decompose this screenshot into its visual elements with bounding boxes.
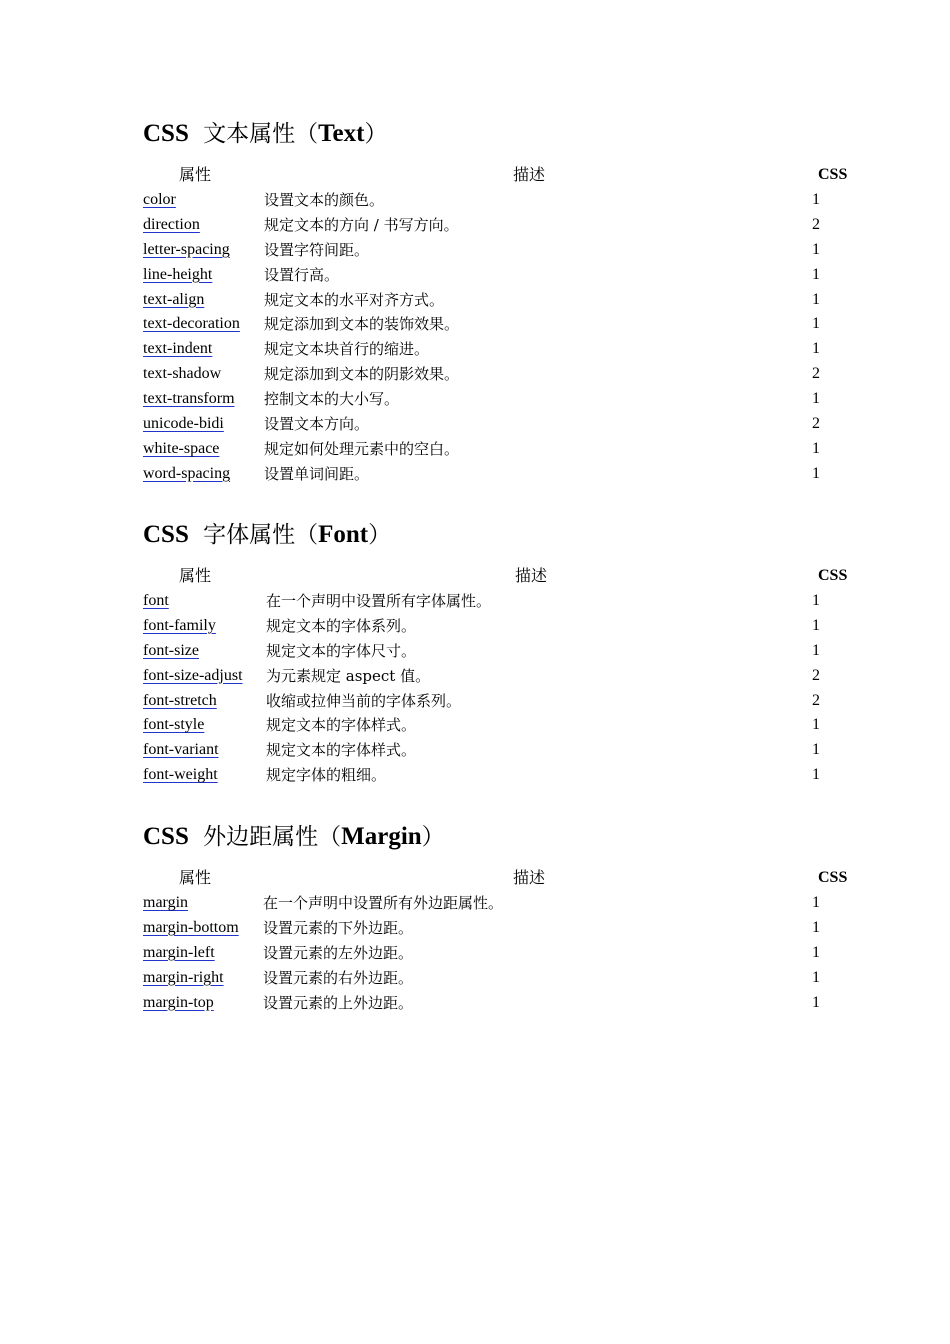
property-description: 为元素规定 aspect 值。 — [266, 666, 431, 685]
table-row — [143, 616, 863, 641]
css-version: 2 — [812, 215, 820, 233]
column-header-description: 描述 — [513, 868, 546, 887]
css-version: 1 — [812, 315, 820, 333]
section-title — [143, 822, 445, 852]
property-link[interactable]: direction — [143, 215, 200, 233]
table-row — [143, 414, 863, 439]
title-cjk: 字体属性（ — [203, 522, 319, 548]
property-description: 规定文本的字体样式。 — [266, 741, 417, 760]
property-description: 设置元素的下外边距。 — [263, 918, 414, 937]
property-link[interactable]: font-size-adjust — [143, 666, 243, 684]
css-version: 1 — [812, 439, 820, 457]
property-description: 规定字体的粗细。 — [266, 766, 387, 785]
property-description: 规定文本的字体系列。 — [266, 616, 417, 635]
table-row — [143, 691, 863, 716]
title-close: ） — [368, 522, 392, 548]
property-link[interactable]: text-indent — [143, 340, 213, 358]
css-version: 2 — [812, 666, 820, 684]
table-row — [143, 591, 863, 616]
property-description: 规定文本块首行的缩进。 — [264, 340, 430, 359]
css-version: 1 — [812, 464, 820, 482]
property-link[interactable]: text-transform — [143, 390, 235, 408]
column-header-css: CSS — [818, 567, 848, 584]
css-version: 1 — [812, 943, 820, 961]
table-row — [143, 240, 863, 265]
css-version: 2 — [812, 415, 820, 433]
css-version: 1 — [812, 616, 820, 634]
property-link[interactable]: margin-top — [143, 993, 214, 1011]
css-version: 1 — [812, 716, 820, 734]
css-version: 1 — [812, 265, 820, 283]
property-description: 规定文本的字体尺寸。 — [266, 641, 417, 660]
property-name: text-shadow — [143, 365, 222, 383]
css-version: 1 — [812, 894, 820, 911]
property-description: 规定如何处理元素中的空白。 — [264, 439, 460, 458]
property-link[interactable]: text-align — [143, 290, 205, 308]
property-description: 设置单词间距。 — [264, 464, 370, 483]
property-link[interactable]: margin-right — [143, 968, 224, 986]
css-version: 1 — [812, 968, 820, 986]
css-version: 1 — [812, 240, 820, 258]
column-header-property: 属性 — [179, 868, 212, 887]
column-header-property: 属性 — [179, 566, 212, 585]
table-row — [143, 918, 863, 943]
table-row — [143, 464, 863, 489]
property-description: 规定添加到文本的阴影效果。 — [264, 365, 460, 384]
property-description: 设置字符间距。 — [264, 240, 370, 259]
title-en: Font — [318, 521, 369, 548]
table-row — [143, 968, 863, 993]
column-header-css: CSS — [818, 166, 848, 183]
property-link[interactable]: unicode-bidi — [143, 415, 224, 433]
css-version: 1 — [812, 592, 820, 609]
property-link[interactable]: font-stretch — [143, 691, 217, 709]
property-description: 设置行高。 — [264, 265, 340, 284]
property-link[interactable]: font-weight — [143, 766, 218, 784]
column-header-description: 描述 — [515, 566, 548, 585]
title-en: Text — [318, 120, 365, 147]
css-version: 1 — [812, 741, 820, 759]
property-link[interactable]: white-space — [143, 439, 220, 457]
property-description: 控制文本的大小写。 — [264, 390, 400, 409]
property-link[interactable]: font-variant — [143, 741, 219, 759]
column-header-property: 属性 — [179, 165, 212, 184]
section-title — [143, 520, 391, 550]
title-cjk: 外边距属性（ — [203, 824, 342, 850]
property-description: 设置文本的颜色。 — [264, 191, 385, 209]
property-table — [143, 591, 863, 790]
title-cjk: 文本属性（ — [203, 121, 319, 147]
property-description: 规定文本的水平对齐方式。 — [264, 290, 445, 309]
property-link[interactable]: margin-left — [143, 943, 215, 961]
property-link[interactable]: font-style — [143, 716, 205, 734]
property-description: 规定文本的字体样式。 — [266, 716, 417, 735]
section-title — [143, 119, 387, 149]
property-description: 设置文本方向。 — [264, 415, 370, 434]
property-description: 规定添加到文本的装饰效果。 — [264, 315, 460, 334]
table-row — [143, 943, 863, 968]
title-prefix: CSS — [143, 823, 189, 850]
css-version: 1 — [812, 918, 820, 936]
css-version: 1 — [812, 390, 820, 408]
property-link[interactable]: text-decoration — [143, 315, 240, 333]
title-prefix: CSS — [143, 521, 189, 548]
table-row — [143, 215, 863, 240]
property-description: 在一个声明中设置所有外边距属性。 — [263, 894, 504, 912]
table-row — [143, 190, 863, 215]
table-row — [143, 893, 863, 918]
css-version: 2 — [812, 365, 820, 383]
title-prefix: CSS — [143, 120, 189, 147]
table-row — [143, 715, 863, 740]
title-close: ） — [421, 824, 445, 850]
css-version: 1 — [812, 641, 820, 659]
property-table — [143, 190, 863, 489]
css-version: 2 — [812, 691, 820, 709]
css-version: 1 — [812, 191, 820, 208]
table-row — [143, 439, 863, 464]
property-link[interactable]: font-size — [143, 641, 199, 659]
property-description: 规定文本的方向 / 书写方向。 — [264, 215, 459, 234]
property-link[interactable]: font — [143, 592, 169, 609]
property-link[interactable]: margin — [143, 894, 189, 911]
property-description: 在一个声明中设置所有字体属性。 — [266, 592, 492, 610]
property-description: 设置元素的上外边距。 — [263, 993, 414, 1012]
table-row — [143, 314, 863, 339]
property-description: 设置元素的左外边距。 — [263, 943, 414, 962]
column-header-description: 描述 — [513, 165, 546, 184]
table-row — [143, 641, 863, 666]
property-description: 收缩或拉伸当前的字体系列。 — [266, 691, 462, 710]
table-row — [143, 740, 863, 765]
css-version: 1 — [812, 993, 820, 1011]
property-link[interactable]: margin-bottom — [143, 918, 239, 936]
table-row — [143, 389, 863, 414]
table-row — [143, 364, 863, 389]
css-version: 1 — [812, 290, 820, 308]
table-row — [143, 666, 863, 691]
title-en: Margin — [341, 823, 422, 850]
table-row — [143, 339, 863, 364]
table-row — [143, 765, 863, 790]
title-close: ） — [364, 121, 388, 147]
table-row — [143, 265, 863, 290]
property-link[interactable]: font-family — [143, 616, 216, 634]
table-row — [143, 290, 863, 315]
column-header-css: CSS — [818, 869, 848, 886]
property-link[interactable]: color — [143, 191, 176, 208]
property-table — [143, 893, 863, 1017]
css-version: 1 — [812, 766, 820, 784]
property-link[interactable]: letter-spacing — [143, 240, 230, 258]
property-link[interactable]: word-spacing — [143, 464, 231, 482]
property-link[interactable]: line-height — [143, 265, 213, 283]
property-description: 设置元素的右外边距。 — [263, 968, 414, 987]
css-version: 1 — [812, 340, 820, 358]
table-row — [143, 993, 863, 1018]
